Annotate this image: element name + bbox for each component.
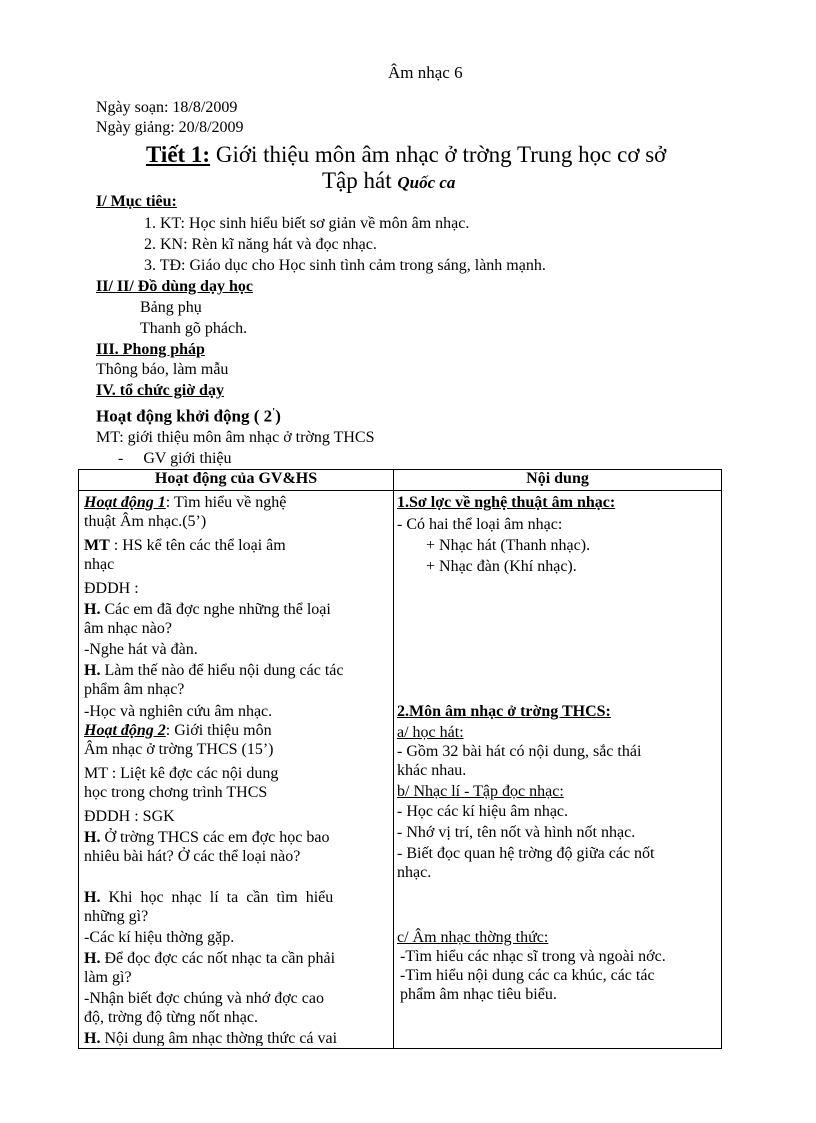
question-label: H. bbox=[84, 950, 101, 967]
goal-1 bbox=[84, 537, 286, 555]
materials-heading: II/ II/ Đồ dùng dạy học bbox=[96, 278, 253, 295]
answer-1: -Nghe hát và đàn. bbox=[84, 641, 198, 658]
activity-2-rest: : Giới thiệu môn bbox=[165, 722, 272, 739]
answer-5-line2: độ, trờng độ từng nốt nhạc. bbox=[84, 1009, 258, 1026]
question-label: H. bbox=[84, 601, 101, 618]
activity-1-title bbox=[84, 494, 286, 512]
goal-1-label: MT bbox=[84, 537, 110, 554]
question-2-line2: phẩm âm nhạc? bbox=[84, 681, 185, 698]
activities-cell bbox=[79, 491, 394, 1049]
content-line: + Nhạc hát (Thanh nhạc). bbox=[426, 537, 591, 554]
question-3-line2: nhiêu bài hát? Ở các thể loại nào? bbox=[84, 848, 301, 865]
question-5-text: Để đọc đợc các nốt nhạc ta cần phải bbox=[100, 950, 336, 967]
answer-2: -Học và nghiên cứu âm nhạc. bbox=[84, 703, 273, 720]
goal-1-line2: nhạc bbox=[84, 556, 115, 573]
question-label: H. bbox=[84, 662, 101, 679]
content-sub-c-heading: c/ Âm nhạc thờng thức: bbox=[397, 929, 549, 946]
lesson-title-text: Giới thiệu môn âm nhạc ở trờng Trung học cơ sở bbox=[210, 142, 667, 167]
method-text: Thông báo, làm mẫu bbox=[96, 361, 229, 378]
question-label: H. bbox=[84, 889, 101, 906]
question-2 bbox=[84, 662, 343, 680]
warmup-heading-sup: ' bbox=[272, 406, 276, 418]
content-sub-a-heading: a/ học hát: bbox=[397, 724, 464, 741]
warmup-heading-text: Hoạt động khởi động ( 2 bbox=[96, 406, 273, 426]
content-line: -Tìm hiểu các nhạc sĩ trong và ngoài nớc. bbox=[400, 948, 666, 965]
lesson-title bbox=[146, 142, 666, 168]
question-label: H. bbox=[84, 1030, 101, 1046]
content-line: - Biết đọc quan hệ trờng độ giữa các nốt bbox=[397, 845, 655, 862]
warmup-heading-end: ) bbox=[275, 406, 281, 426]
question-1 bbox=[84, 601, 331, 619]
content-cell bbox=[394, 491, 722, 1049]
activity-1-line2: thuật Âm nhạc.(5’) bbox=[84, 513, 207, 530]
activity-1-label: Hoạt động 1 bbox=[84, 494, 166, 511]
question-6-text: Nội dung âm nhạc thờng thức cá vai bbox=[100, 1030, 338, 1046]
content-line: - Có hai thể loại âm nhạc: bbox=[397, 516, 563, 533]
question-4-line2: những gì? bbox=[84, 908, 149, 925]
song-title bbox=[322, 168, 455, 194]
question-3 bbox=[84, 829, 329, 847]
method-heading: III. Phong pháp bbox=[96, 341, 205, 358]
content-line: -Tìm hiểu nội dung các ca khúc, các tác bbox=[400, 967, 655, 984]
activity-1-rest: : Tìm hiểu về nghệ bbox=[165, 494, 287, 511]
question-6 bbox=[84, 1030, 337, 1046]
question-5-line2: làm gì? bbox=[84, 969, 132, 986]
col-header-activities: Hoạt động của GV&HS bbox=[79, 470, 394, 491]
objectives-heading: I/ Mục tiêu: bbox=[96, 193, 177, 210]
goal-2-line2: học trong chơng trình THCS bbox=[84, 784, 268, 801]
warmup-goal: MT: giới thiệu môn âm nhạc ở trờng THCS bbox=[96, 429, 375, 446]
song-name: Quốc ca bbox=[397, 173, 456, 192]
objective-item: 1. KT: Học sinh hiểu biết sơ giản về môn âm nhạc. bbox=[144, 215, 470, 232]
teach-date: Ngày giảng: 20/8/2009 bbox=[96, 119, 244, 136]
col-header-content: Nội dung bbox=[394, 470, 722, 491]
goal-2: MT : Liệt kê đợc các nội dung bbox=[84, 765, 279, 782]
answer-4: -Các kí hiệu thờng gặp. bbox=[84, 929, 235, 946]
question-3-text: Ở trờng THCS các em đợc học bao bbox=[100, 829, 330, 846]
activity-2-line2: Âm nhạc ở trờng THCS (15’) bbox=[84, 741, 274, 758]
content-line: khác nhau. bbox=[397, 762, 467, 779]
activity-2-title bbox=[84, 722, 272, 740]
question-4-text: Khi học nhạc lí ta cần tìm hiểu bbox=[100, 889, 334, 906]
objective-item: 2. KN: Rèn kĩ năng hát và đọc nhạc. bbox=[144, 236, 377, 253]
page-header: Âm nhạc 6 bbox=[388, 63, 463, 82]
question-2-text: Làm thế nào để hiểu nội dung các tác bbox=[100, 662, 344, 679]
question-4 bbox=[84, 889, 333, 907]
lesson-table bbox=[78, 469, 722, 1049]
material-item: Bảng phụ bbox=[140, 299, 202, 316]
goal-1-rest: : HS kể tên các thể loại âm bbox=[109, 537, 286, 554]
question-1-line2: âm nhạc nào? bbox=[84, 620, 172, 637]
question-label: H. bbox=[84, 829, 101, 846]
content-line: - Nhớ vị trí, tên nốt và hình nốt nhạc. bbox=[397, 824, 636, 841]
question-5 bbox=[84, 950, 335, 968]
content-line: + Nhạc đàn (Khí nhạc). bbox=[426, 558, 577, 575]
content-line: nhạc. bbox=[397, 864, 432, 881]
content-line: - Học các kí hiệu âm nhạc. bbox=[397, 803, 569, 820]
content-sub-b-heading: b/ Nhạc lí - Tập đọc nhạc: bbox=[397, 783, 564, 800]
lesson-label: Tiết 1: bbox=[146, 142, 211, 167]
material-item: Thanh gõ phách. bbox=[140, 320, 248, 337]
objective-item: 3. TĐ: Giáo dục cho Học sinh tình cảm trong sáng, lành mạnh. bbox=[144, 257, 546, 274]
song-prefix: Tập hát bbox=[322, 168, 398, 193]
content-section-2-heading: 2.Môn âm nhạc ở trờng THCS: bbox=[397, 703, 611, 720]
question-1-text: Các em đã đợc nghe những thể loại bbox=[100, 601, 331, 618]
content-line: phẩm âm nhạc tiêu biểu. bbox=[400, 986, 557, 1003]
materials-1: ĐDDH : bbox=[84, 580, 139, 597]
organization-heading: IV. tổ chức giờ dạy bbox=[96, 382, 224, 399]
warmup-heading bbox=[96, 406, 281, 426]
content-line: - Gồm 32 bài hát có nội dung, sắc thái bbox=[397, 743, 642, 760]
activity-2-label: Hoạt động 2 bbox=[84, 722, 166, 739]
warmup-bullet: - GV giới thiệu bbox=[118, 450, 232, 467]
content-section-1-heading: 1.Sơ lợc về nghệ thuật âm nhạc: bbox=[397, 494, 616, 511]
answer-5: -Nhận biết đợc chúng và nhớ đợc cao bbox=[84, 990, 324, 1007]
prep-date: Ngày soạn: 18/8/2009 bbox=[96, 99, 238, 116]
materials-2: ĐDDH : SGK bbox=[84, 808, 175, 825]
